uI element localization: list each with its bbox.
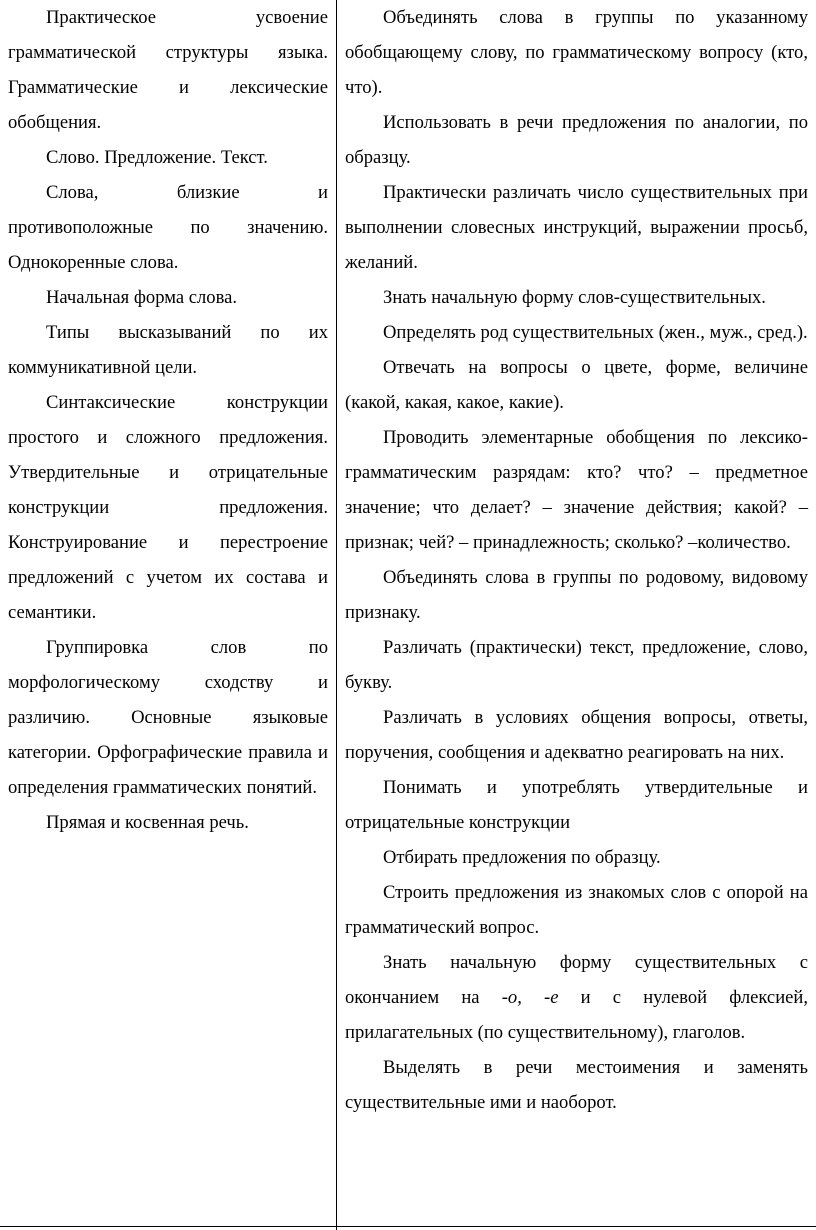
right-paragraph: Различать в условиях общения вопросы, ответы, поручения, сообщения и адекватно реагировать на них. <box>345 707 808 763</box>
left-column <box>0 0 336 840</box>
right-paragraph: Знать начальную форму слов-существительных. <box>383 287 766 308</box>
right-paragraph: Отвечать на вопросы о цвете, форме, величине (какой, какая, какое, какие). <box>345 357 808 413</box>
right-paragraph: Практически различать число существительных при выполнении словесных инструкций, выражении просьб, желаний. <box>345 182 808 273</box>
endings-italic: -о, -е <box>501 987 559 1008</box>
right-paragraph: Строить предложения из знакомых слов с опорой на грамматический вопрос. <box>345 882 808 938</box>
endings-paragraph-start: Знать начальную форму существительных с окончанием на <box>345 952 808 1008</box>
right-paragraph: Объединять слова в группы по указанному обобщающему слову, по грамматическому вопросу (кто, что). <box>345 7 808 98</box>
right-paragraph: Различать (практически) текст, предложение, слово, букву. <box>345 637 808 693</box>
right-paragraph: Понимать и употреблять утвердительные и отрицательные конструкции <box>345 777 808 833</box>
left-paragraph: Слова, близкие и противоположные по значению. Однокоренные слова. <box>8 182 328 273</box>
left-paragraph: Начальная форма слова. <box>46 287 238 308</box>
left-paragraph: Группировка слов по морфологическому сходству и различию. Основные языковые категории. Орфографические правила и определения грамматических понятий. <box>8 637 328 798</box>
right-paragraph: Определять род существительных (жен., муж., сред.). <box>383 322 808 343</box>
left-paragraph: Синтаксические конструкции простого и сложного предложения. Утвердительные и отрицательные конструкции предложения. Конструирование и перестроение предложений с учетом их состава и семантики. <box>8 392 328 623</box>
right-paragraph: Выделять в речи местоимения и заменять существительные ими и наоборот. <box>345 1057 808 1113</box>
endings-paragraph-end: и с нулевой флексией, прилагательных (по существительному), глаголов. <box>345 987 808 1043</box>
left-paragraph: Слово. Предложение. Текст. <box>46 147 268 168</box>
right-paragraph: Использовать в речи предложения по аналогии, по образцу. <box>345 112 808 168</box>
left-paragraph: Прямая и косвенная речь. <box>46 812 249 833</box>
left-paragraph: Практическое усвоение грамматической структуры языка. Грамматические и лексические обобщения. <box>8 7 328 133</box>
right-column <box>337 0 816 1120</box>
table-bottom-border <box>0 1226 816 1227</box>
right-paragraph: Объединять слова в группы по родовому, видовому признаку. <box>345 567 808 623</box>
endings-paragraph <box>345 945 808 1050</box>
right-paragraph: Проводить элементарные обобщения по лексико-грамматическим разрядам: кто? что? – предметное значение; что делает? – значение действия; какой? – признак; чей? – принадлежность; сколько? –количество. <box>345 427 808 553</box>
left-paragraph: Типы высказываний по их коммуникативной цели. <box>8 322 328 378</box>
right-paragraph: Отбирать предложения по образцу. <box>383 847 661 868</box>
